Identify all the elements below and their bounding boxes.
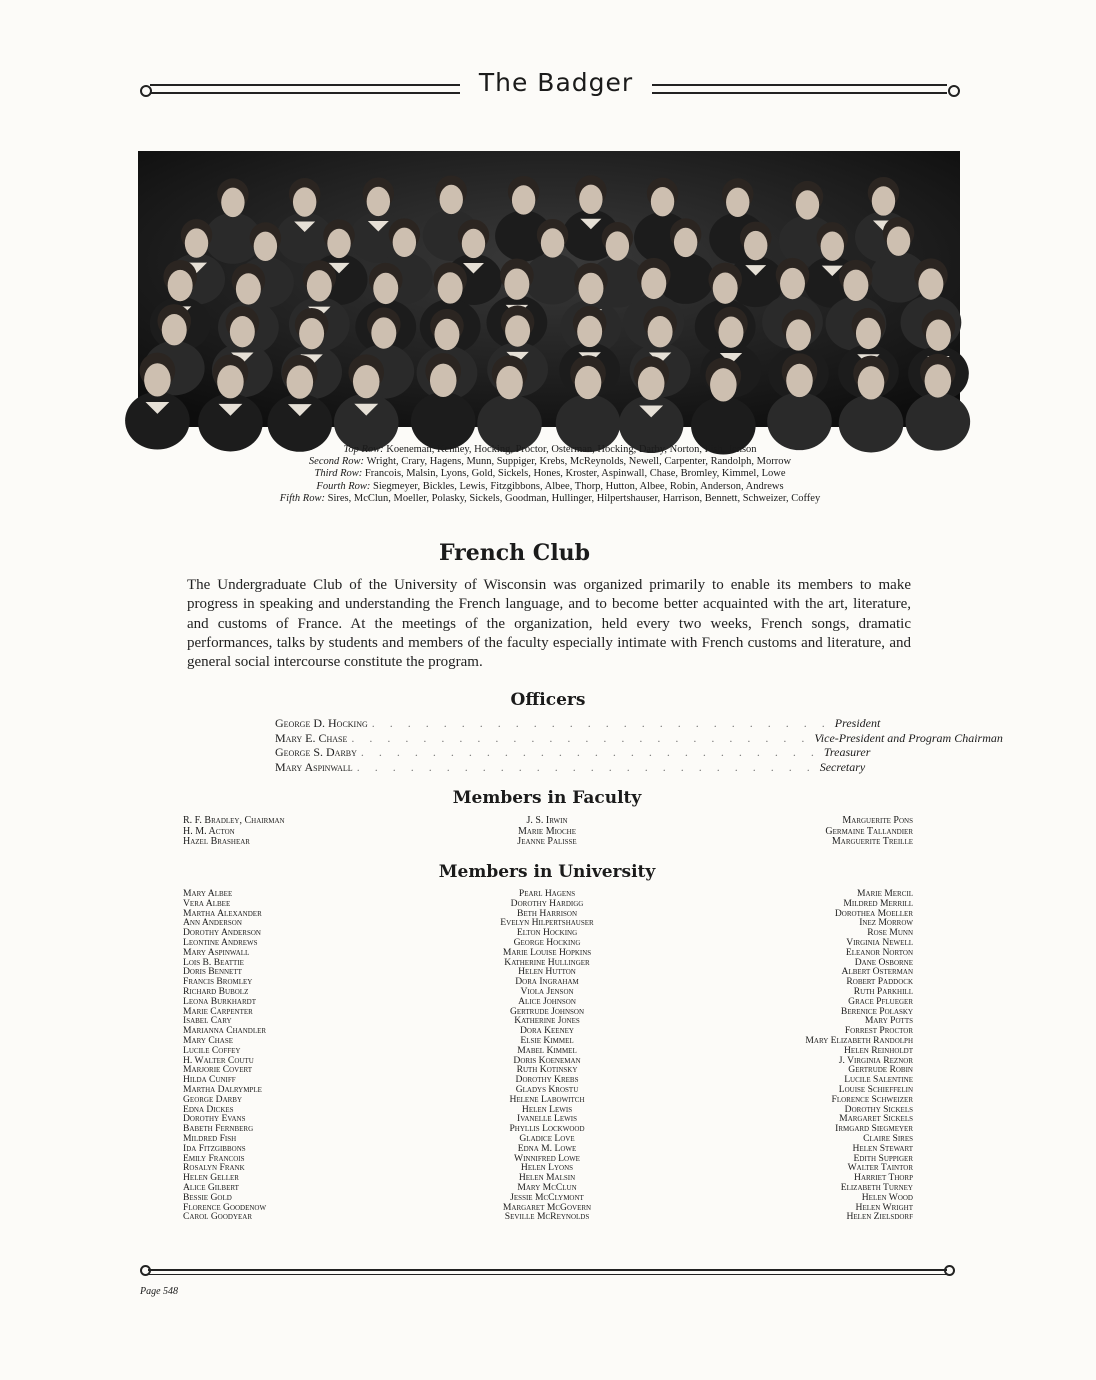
member-name: Isabel Cary [183, 1015, 232, 1027]
member-name: Katherine Jones [514, 1015, 580, 1027]
member-name: Dorothy Anderson [183, 927, 261, 939]
member-name: Gertrude Johnson [509, 1005, 585, 1017]
member-name: Jeanne Palisse [517, 836, 577, 848]
caption-row-names: Koeneman, Kenney, Hocking, Proctor, Osterman, Hocking, Darby, Norton, Fish, Jenson [386, 444, 757, 455]
member-name: Walter Taintor [847, 1162, 913, 1174]
member-name: Francis Bromley [183, 976, 253, 988]
member-name: Grace Pflueger [848, 995, 913, 1007]
member-name: Mary Potts [864, 1015, 913, 1027]
caption-row-label: Fourth Row: [316, 480, 373, 492]
member-name: Pearl Hagens [518, 888, 576, 899]
member-name: Edna Dickes [183, 1103, 234, 1115]
member-name: Lois B. Beattie [183, 956, 244, 968]
member-name: Bessie Gold [183, 1191, 232, 1203]
member-name: Marie Mercil [856, 888, 913, 899]
university-column-1 [183, 889, 266, 1222]
member-name: J. Virginia Reznor [838, 1054, 913, 1066]
member-name: Hazel Brashear [183, 836, 250, 848]
member-name: Eleanor Norton [845, 946, 913, 958]
member-name: Dorothy Evans [183, 1113, 246, 1125]
member-name: Rosalyn Frank [183, 1162, 245, 1174]
leader-dots: . . . . . . . . . . . . . . . . . . . . . . . . . . [371, 716, 831, 730]
member-name: Florence Schweizer [831, 1093, 913, 1105]
officer-role: Vice-President and Program Chairman [814, 730, 1003, 745]
member-name: Virginia Newell [846, 936, 913, 948]
member-name: Dorothea Moeller [834, 907, 913, 919]
member-name: Margaret Sickels [839, 1113, 913, 1125]
member-name: Mildred Merrill [843, 897, 913, 909]
page-header [140, 68, 960, 106]
faculty-column-3 [740, 816, 913, 848]
member-name: Martha Dalrymple [183, 1083, 262, 1095]
caption-row-names: Wright, Crary, Hagens, Munn, Suppiger, Krebs, McReynolds, Newell, Carpenter, Randolph, Morrow [366, 456, 792, 468]
officer-row [275, 716, 881, 731]
member-name: Mary Chase [183, 1034, 234, 1046]
member-name: Gladice Love [519, 1132, 575, 1144]
member-name: Helen Wood [861, 1191, 913, 1203]
officers-list [275, 716, 1003, 774]
member-name: Katherine Hullinger [504, 956, 590, 968]
member-name: J. S. Irwin [526, 815, 568, 826]
member-name: Helen Lyons [520, 1162, 574, 1174]
member-name: Mary Aspinwall [183, 946, 250, 958]
officer-name: George S. Darby [275, 745, 357, 760]
member-name: Doris Bennett [183, 966, 242, 978]
member-name: H. M. Acton [183, 825, 235, 837]
officer-row [275, 745, 871, 760]
member-name: Mabel Kimmel [517, 1044, 577, 1056]
caption-row-names: Siegmeyer, Bickles, Lewis, Fitzgibbons, Albee, Thorp, Hutton, Albee, Robin, Anderson, Andrews [373, 480, 784, 492]
member-name: Edith Suppiger [853, 1152, 913, 1164]
member-name: Dora Ingraham [515, 976, 579, 988]
member-name: Dorothy Sickels [844, 1103, 913, 1115]
member-name: Ann Anderson [183, 917, 242, 929]
member-name: Robert Paddock [846, 976, 913, 988]
officer-role: President [834, 716, 881, 730]
officer-role: Secretary [819, 759, 866, 774]
member-name: Rose Munn [867, 927, 913, 939]
caption-row-names: Francois, Malsin, Lyons, Gold, Sickels, Hones, Kroster, Aspinwall, Chase, Bromley, Kimmel, Lowe [364, 468, 786, 480]
member-name: Elsie Kimmel [520, 1034, 574, 1046]
member-name: Ruth Parkhill [853, 985, 913, 997]
member-name: Doris Koeneman [513, 1054, 581, 1066]
caption-row [150, 481, 950, 493]
member-name: Seville McReynolds [504, 1211, 590, 1223]
photo-illustration [138, 151, 960, 427]
member-name: Marie Louise Hopkins [502, 946, 592, 958]
member-name: Mary McClun [517, 1181, 577, 1193]
member-name: Claire Sires [863, 1132, 913, 1144]
member-name: Phyllis Lockwood [509, 1123, 585, 1135]
caption-row-label: Fifth Row: [279, 492, 328, 504]
member-name: Helen Malsin [518, 1172, 576, 1184]
member-name: Alice Gilbert [183, 1181, 239, 1193]
member-name: Gladys Krostu [515, 1083, 579, 1095]
publication-title: The Badger [478, 68, 634, 97]
member-name: Helen Reinholdt [844, 1044, 913, 1056]
caption-row [150, 444, 950, 456]
member-name: Inez Morrow [859, 917, 913, 929]
leader-dots: . . . . . . . . . . . . . . . . . . . . . . . . . . [360, 745, 820, 760]
member-name: Helen Wright [855, 1201, 913, 1213]
member-name: Helen Stewart [852, 1142, 913, 1154]
member-name: Mildred Fish [183, 1132, 237, 1144]
header-rule-left [150, 84, 460, 94]
officer-role: Treasurer [823, 745, 871, 760]
member-name: Forrest Proctor [844, 1025, 913, 1037]
member-name: Helen Hutton [518, 966, 576, 978]
officer-name: Mary Aspinwall [275, 759, 353, 774]
member-name: R. F. Bradley, Chairman [183, 815, 285, 826]
caption-row-names: Sires, McClun, Moeller, Polasky, Sickels, Goodman, Hullinger, Hilpertshauser, Harrison, Bennett, Schweizer, Coffey [327, 492, 821, 504]
member-name: Marjorie Covert [183, 1064, 253, 1076]
officer-name: George D. Hocking [275, 716, 368, 730]
university-column-3 [740, 889, 913, 1222]
faculty-heading: Members in Faculty [452, 788, 642, 808]
member-name: Richard Bubolz [183, 985, 249, 997]
caption-row-label: Top Row: [343, 444, 387, 455]
caption-row [150, 493, 950, 505]
member-name: Elizabeth Turney [840, 1181, 913, 1193]
member-name: Helen Zielsdorf [846, 1211, 913, 1223]
member-name: Florence Goodenow [183, 1201, 267, 1213]
member-name: Helen Lewis [521, 1103, 573, 1115]
member-name: Irmgard Siegmeyer [835, 1123, 913, 1135]
leader-dots: . . . . . . . . . . . . . . . . . . . . . . . . . . [351, 730, 811, 745]
member-name: Alice Johnson [518, 995, 576, 1007]
member-name: Edna M. Lowe [517, 1142, 577, 1154]
member-name: Beth Harrison [516, 907, 578, 919]
member-name: H. Walter Coutu [183, 1054, 254, 1066]
member-name: Mary Albee [183, 888, 233, 899]
university-heading: Members in University [438, 862, 656, 882]
section-title: French Club [438, 540, 591, 566]
page-footer-rule [140, 1262, 955, 1282]
officers-heading: Officers [510, 690, 586, 710]
faculty-column-2 [460, 816, 634, 848]
member-name: Hilda Cuniff [183, 1074, 236, 1086]
member-name: Marguerite Treille [831, 836, 913, 848]
member-name: Vera Albee [183, 897, 231, 909]
member-name: Berenice Polasky [840, 1005, 913, 1017]
member-name: Mary Elizabeth Randolph [805, 1034, 913, 1046]
leader-dots: . . . . . . . . . . . . . . . . . . . . . . . . . . [356, 759, 816, 774]
member-name: Marianna Chandler [183, 1025, 267, 1037]
member-name: Carol Goodyear [183, 1211, 253, 1223]
caption-row [150, 456, 950, 468]
officer-row [275, 759, 866, 775]
member-name: Babeth Fernberg [183, 1123, 254, 1135]
member-name: Dorothy Krebs [515, 1074, 579, 1086]
member-name: Martha Alexander [183, 907, 262, 919]
caption-row-label: Third Row: [314, 468, 365, 480]
officer-name: Mary E. Chase [275, 730, 348, 745]
university-column-2 [460, 889, 634, 1222]
member-name: Jessie McClymont [510, 1191, 584, 1203]
group-photograph [138, 151, 960, 427]
member-name: Marie Mioche [517, 825, 576, 837]
photo-caption [150, 444, 950, 505]
member-name: Leontine Andrews [183, 936, 258, 948]
member-name: Ivanelle Lewis [517, 1113, 577, 1125]
member-name: Lucile Salentine [844, 1074, 913, 1086]
member-name: Winnifred Lowe [514, 1152, 580, 1164]
member-name: Elton Hocking [516, 927, 578, 939]
caption-row-label: Second Row: [308, 456, 367, 468]
faculty-column-1 [183, 816, 285, 848]
member-name: Lucile Coffey [183, 1044, 241, 1056]
member-name: Emily Francois [183, 1152, 245, 1164]
member-name: George Darby [183, 1093, 243, 1105]
header-rule-right [652, 84, 947, 94]
caption-row [150, 468, 950, 480]
member-name: Albert Osterman [841, 966, 913, 978]
member-name: Ruth Kotinsky [516, 1064, 578, 1076]
member-name: Ida Fitzgibbons [183, 1142, 246, 1154]
officer-row [275, 730, 1003, 746]
ornament-curl-right [944, 1265, 955, 1276]
member-name: Dorothy Hardigg [510, 897, 584, 909]
member-name: Dora Keeney [520, 1025, 574, 1037]
member-name: Leona Burkhardt [183, 995, 256, 1007]
member-name: Louise Schieffelin [838, 1083, 913, 1095]
member-name: Germaine Tallandier [825, 825, 913, 837]
member-name: Marguerite Pons [842, 815, 913, 826]
member-name: George Hocking [513, 936, 581, 948]
member-name: Harriet Thorp [854, 1172, 913, 1184]
member-name: Evelyn Hilpertshauser [500, 917, 594, 929]
member-name: Margaret McGovern [502, 1201, 592, 1213]
page-number: Page 548 [140, 1286, 179, 1297]
club-description: The Undergraduate Club of the University of Wisconsin was organized primarily to enable its members to make progress in speaking and understanding the French language, and to become better acquainted with the art, literature, and customs of France. At the meetings of the organization, held every two weeks, French songs, dramatic performances, talks by students and members of the faculty especially intimate with French customs and literature, and general social intercourse constitute the program. [187, 577, 911, 671]
member-name: Helene Labowitch [509, 1093, 585, 1105]
member-name: Gertrude Robin [848, 1064, 913, 1076]
ornament-curl-right [948, 85, 960, 97]
member-name: Marie Carpenter [183, 1005, 253, 1017]
member-name: Viola Jenson [520, 985, 574, 997]
member-name: Helen Geller [183, 1172, 239, 1184]
member-name: Dane Osborne [854, 956, 913, 968]
